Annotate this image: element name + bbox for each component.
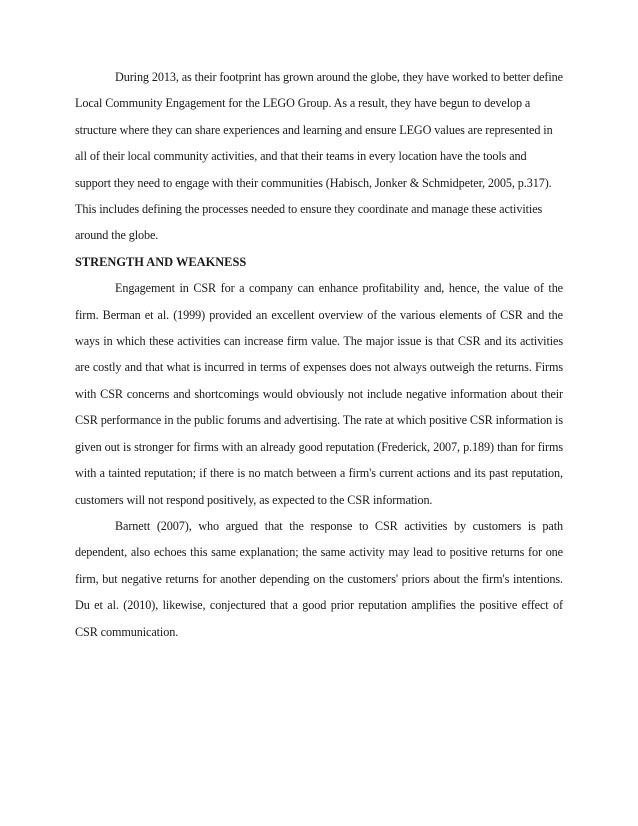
document-body — [75, 64, 563, 645]
paragraph-lego-engagement: During 2013, as their footprint has grown around the globe, they have worked to better define Local Community Engagement for the LEGO Group. As a result, they have begun to develop a structure where they can share experiences and learning and ensure LEGO values are represented in all of their local community activities, and that their teams in every location have the tools and support they need to engage with their communities (Habisch, Jonker & Schmidpeter, 2005, p.317). This includes defining the processes needed to ensure they coordinate and manage these activities around the globe. — [75, 70, 563, 243]
paragraph-csr-engagement: Engagement in CSR for a company can enhance profitability and, hence, the value of the firm. Berman et al. (1999) provided an excellent overview of the various elements of CSR and the ways in which these activities can increase firm value. The major issue is that CSR and its activities are costly and that what is incurred in terms of expenses does not always outweigh the returns. Firms with CSR concerns and shortcomings would obviously not include negative information about their CSR performance in the public forums and advertising. The rate at which positive CSR information is given out is stronger for firms with an already good reputation (Frederick, 2007, p.189) than for firms with a tainted reputation; if there is no match between a firm's current actions and its past reputation, customers will not respond positively, as expected to the CSR information. — [75, 281, 563, 507]
paragraph-barnett: Barnett (2007), who argued that the response to CSR activities by customers is path dependent, also echoes this same explanation; the same activity may lead to positive returns for one firm, but negative returns for another depending on the customers' priors about the firm's intentions. Du et al. (2010), likewise, conjectured that a good prior reputation amplifies the positive effect of CSR communication. — [75, 518, 563, 639]
section-heading: STRENGTH AND WEAKNESS — [75, 254, 247, 269]
